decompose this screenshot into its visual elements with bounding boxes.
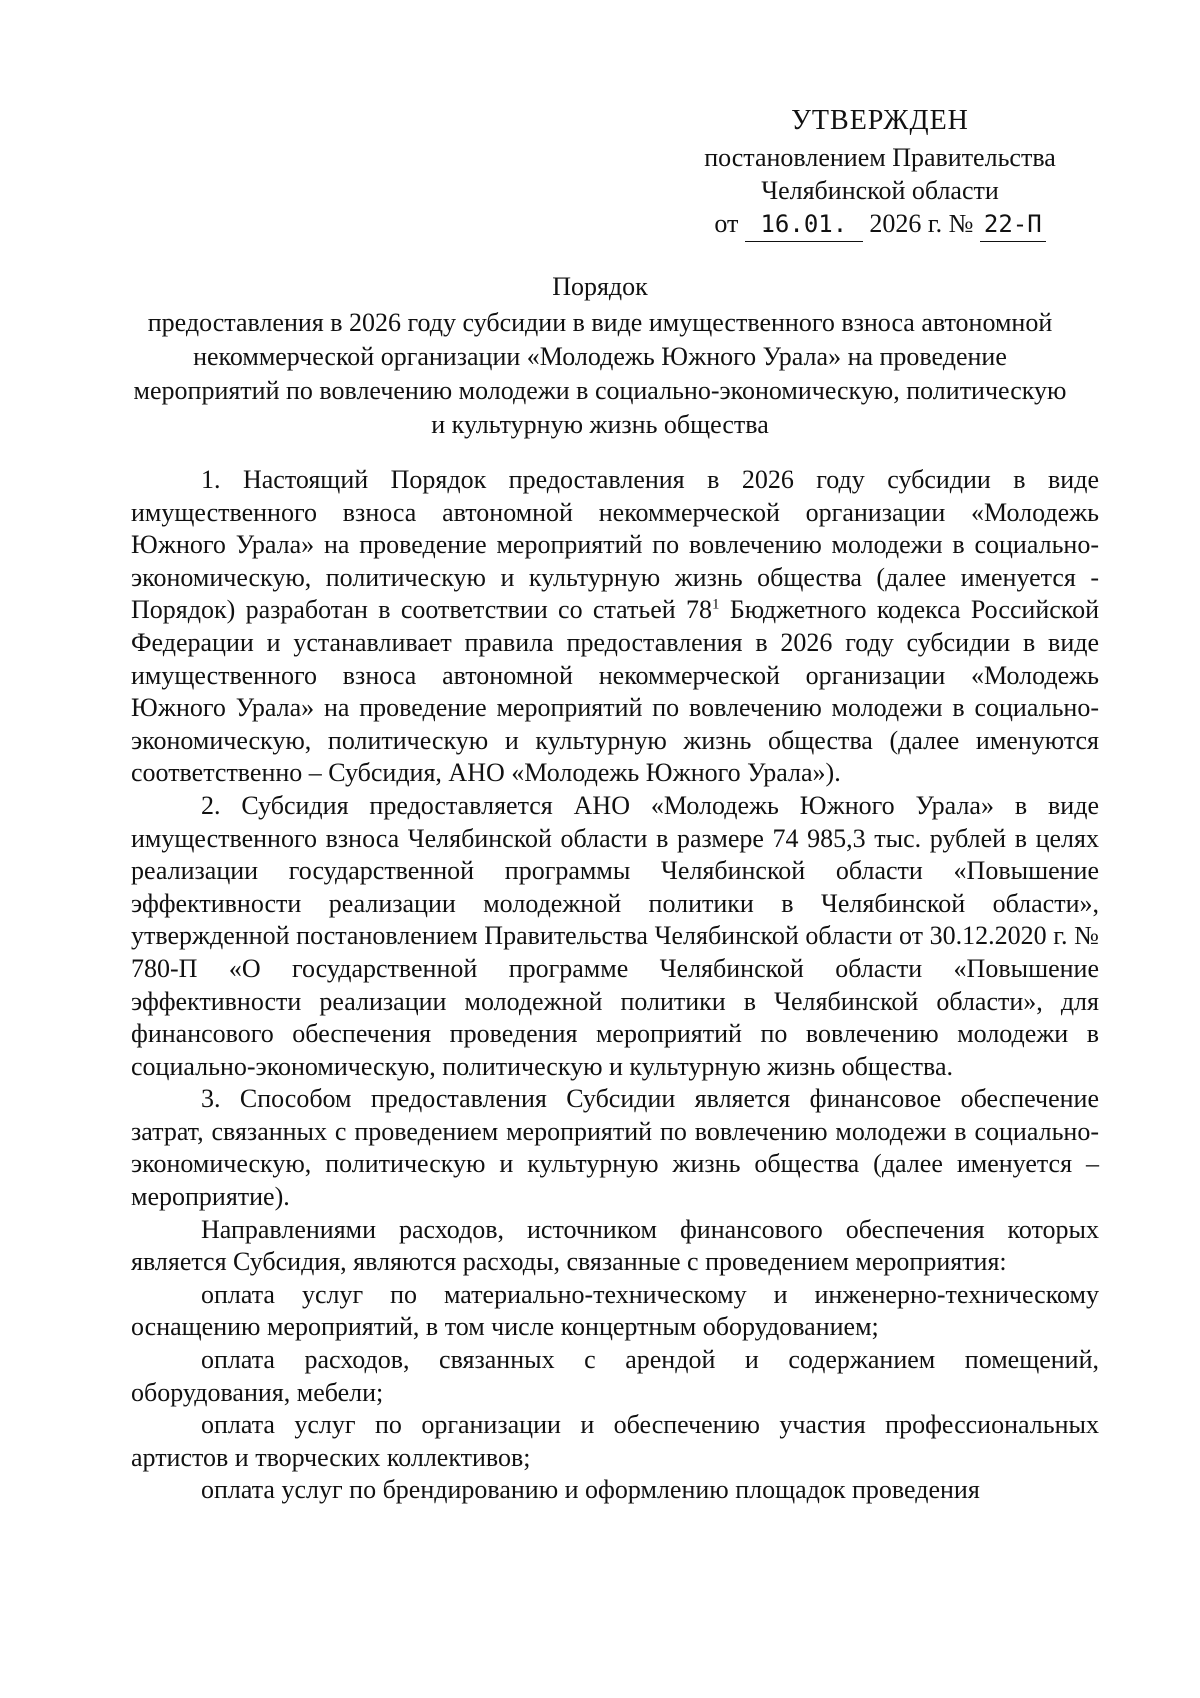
handwritten-number: 22-П [980, 208, 1046, 242]
list-item: оплата услуг по материально-техническому и инженерно-техническому оснащению мероприятий, в том числе концертным оборудованием; [131, 1279, 1099, 1342]
footnote-superscript: 1 [712, 596, 720, 613]
approval-date-line [700, 207, 1060, 242]
approval-title: УТВЕРЖДЕН [791, 105, 969, 136]
approval-block [700, 104, 1060, 242]
date-prefix: от [714, 209, 739, 238]
approval-year: 2026 г. № [869, 209, 974, 238]
paragraph-3: 3. Способом предоставления Субсидии является финансовое обеспечение затрат, связанных с проведением мероприятий по вовлечению молодежи в социально-экономическую, политическую и культурную жизнь общества (далее именуется – мероприятие). [131, 1084, 1099, 1212]
paragraph-2: 2. Субсидия предоставляется АНО «Молодежь Южного Урала» в виде имущественного взноса Челябинской области в размере 74 985,3 тыс. рублей в целях реализации государственной программы Челябинской области «Повышение эффективности реализации молодежной политики в Челябинской области», утвержденной постановлением Правительства Челябинской области от 30.12.2020 г. № 780-П «О государственной программе Челябинской области «Повышение эффективности реализации молодежной политики в Челябинской области», для финансового обеспечения проведения мероприятий по вовлечению молодежи в социально-экономическую, политическую и культурную жизнь общества. [131, 790, 1099, 1081]
approval-line-2: Челябинской области [761, 176, 999, 205]
approval-line-1: постановлением Правительства [704, 143, 1056, 172]
list-item: оплата услуг по брендированию и оформлению площадок проведения [201, 1475, 980, 1505]
document-heading [130, 270, 1070, 442]
document-title: Порядок [552, 272, 648, 301]
list-item: оплата услуг по организации и обеспечению участия профессиональных артистов и творческих коллективов; [131, 1410, 1099, 1472]
handwritten-date: 16.01. [745, 208, 863, 242]
paragraph-expense-directions: Направлениями расходов, источником финансового обеспечения которых является Субсидия, являются расходы, связанные с проведением мероприятия: [131, 1214, 1099, 1277]
list-item: оплата расходов, связанных с арендой и содержанием помещений, оборудования, мебели; [131, 1345, 1099, 1407]
paragraph-1-text-a: 1. Настоящий Порядок предоставления в 2026 году субсидии в виде имущественного взноса автономной некоммерческой организации «Молодежь Южного Урала» на проведение мероприятий по вовлечению молодежи в социально-экономическую, политическую и культурную жизнь общества (далее именуется - Порядок) разработан в соответствии со статьей 78 [131, 465, 1099, 625]
document-subtitle: предоставления в 2026 году субсидии в виде имущественного взноса автономной некоммерческой организации «Молодежь Южного Урала» на проведение мероприятий по вовлечению молодежи в социально-экономическую, политическую и культурную жизнь общества [133, 308, 1067, 439]
paragraph-1-text-b: Бюджетного кодекса Российской Федерации и устанавливает правила предоставления в 2026 году субсидии в виде имущественного взноса автономной некоммерческой организации «Молодежь Южного Урала» на проведение мероприятий по вовлечению молодежи в социально-экономическую, политическую и культурную жизнь общества (далее именуются соответственно – Субсидия, АНО «Молодежь Южного Урала»). [131, 595, 1099, 788]
paragraph-1 [131, 464, 1099, 790]
document-body [131, 464, 1099, 1507]
